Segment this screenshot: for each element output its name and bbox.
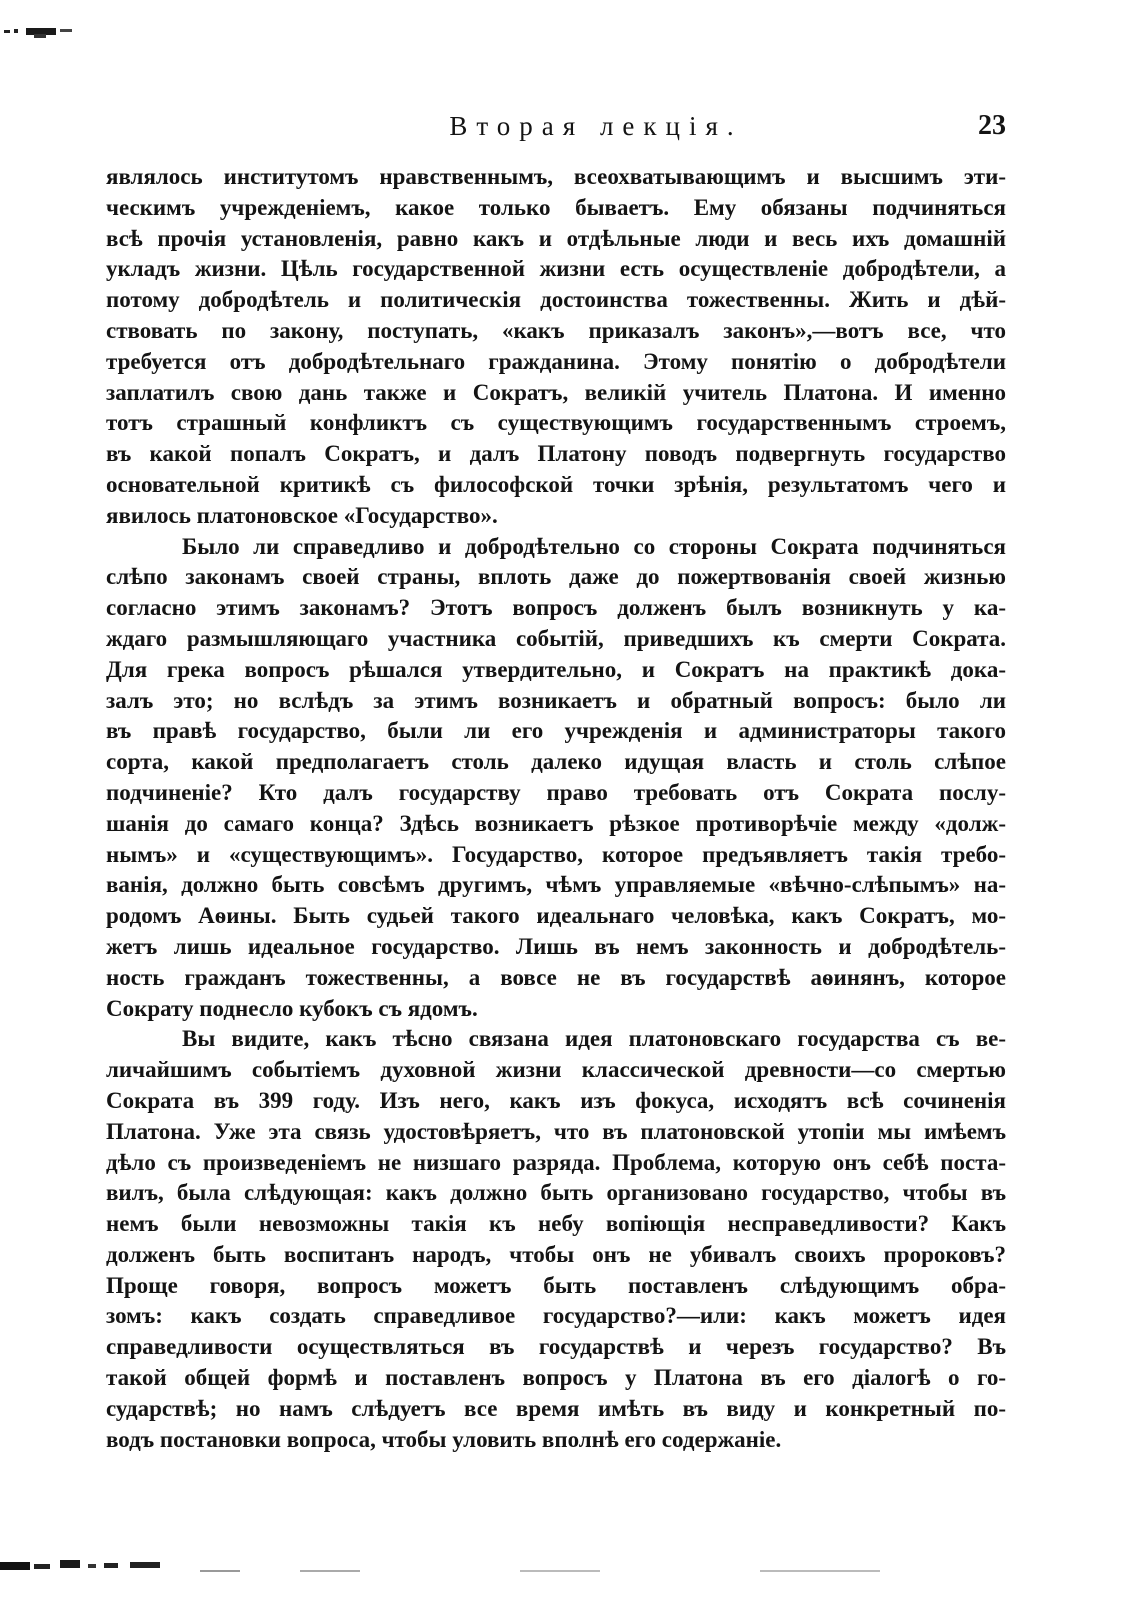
text-line: Сократа въ 399 году. Изъ него, какъ изъ фокуса, исходятъ всѣ сочиненія bbox=[106, 1087, 1006, 1113]
text-line: всѣ прочія установленія, равно какъ и отдѣльные люди и весь ихъ домашній bbox=[106, 225, 1006, 251]
scan-artifact-smudge bbox=[0, 1550, 1000, 1580]
text-line: зомъ: какъ создать справедливое государство?—или: какъ можетъ идея bbox=[106, 1303, 1006, 1329]
text-line: основательной критикѣ съ философской точки зрѣнія, результатомъ чего и bbox=[106, 471, 1006, 497]
text-line: ждаго размышляющаго участника событій, приведшихъ къ смерти Сократа. bbox=[106, 625, 1006, 651]
text-line: Вы видите, какъ тѣсно связана идея платоновскаго государства съ ве- bbox=[182, 1026, 1006, 1052]
text-line: Проще говоря, вопросъ можетъ быть поставленъ слѣдующимъ обра- bbox=[106, 1272, 1006, 1298]
text-line: такой общей формѣ и поставленъ вопросъ у Платона въ его діалогѣ о го- bbox=[106, 1365, 1006, 1391]
running-header bbox=[106, 106, 1006, 146]
text-line: требуется отъ добродѣтельнаго гражданина. Этому понятію о добродѣтели bbox=[106, 348, 1006, 374]
text-line: вилъ, была слѣдующая: какъ должно быть организовано государство, чтобы въ bbox=[106, 1180, 1006, 1206]
text-line: Сократу поднесло кубокъ съ ядомъ. bbox=[106, 995, 478, 1021]
text-line: сорта, какой предполагаетъ столь далеко идущая власть и столь слѣпое bbox=[106, 749, 1006, 775]
text-line: дѣло съ произведеніемъ не низшаго разряда. Проблема, которую онъ себѣ поста- bbox=[106, 1149, 1006, 1175]
text-line: жетъ лишь идеальное государство. Лишь въ немъ законность и добродѣтель- bbox=[106, 933, 1006, 959]
text-line: согласно этимъ законамъ? Этотъ вопросъ долженъ былъ возникнуть у ка- bbox=[106, 595, 1006, 621]
text-line: Для грека вопросъ рѣшался утвердительно, и Сократъ на практикѣ дока- bbox=[106, 656, 1006, 682]
text-line: шанія до самаго конца? Здѣсь возникаетъ рѣзкое противорѣчіе между «долж- bbox=[106, 810, 1006, 836]
text-line: нымъ» и «существующимъ». Государство, которое предъявляетъ такія требо- bbox=[106, 841, 1006, 867]
scan-artifact-mark bbox=[4, 26, 76, 40]
paragraph bbox=[106, 1024, 1006, 1455]
text-line: Было ли справедливо и добродѣтельно со стороны Сократа подчиняться bbox=[182, 533, 1006, 559]
text-line: тотъ страшный конфликтъ съ существующимъ государственнымъ строемъ, bbox=[106, 410, 1006, 436]
text-line: Платона. Уже эта связь удостовѣряетъ, что въ платоновской утопіи мы имѣемъ bbox=[106, 1118, 1006, 1144]
text-line: ствовать по закону, поступать, «какъ приказалъ законъ»,—вотъ все, что bbox=[106, 317, 1006, 343]
text-line: явилось платоновское «Государство». bbox=[106, 502, 498, 528]
running-title: Вторая лекція. bbox=[449, 111, 743, 141]
text-line: залъ это; но вслѣдъ за этимъ возникаетъ и обратный вопросъ: было ли bbox=[106, 687, 1006, 713]
text-line: подчиненіе? Кто далъ государству право требовать отъ Сократа послу- bbox=[106, 779, 1006, 805]
text-line: родомъ Аѳины. Быть судьей такого идеальнаго человѣка, какъ Сократъ, мо- bbox=[106, 903, 1006, 929]
text-line: ность гражданъ тожественны, а вовсе не въ государствѣ аѳинянъ, которое bbox=[106, 964, 1006, 990]
text-line: слѣпо законамъ своей страны, вплоть даже до пожертвованія своей жизнью bbox=[106, 564, 1006, 590]
text-line: долженъ быть воспитанъ народъ, чтобы онъ не убивалъ своихъ пророковъ? bbox=[106, 1241, 1006, 1267]
text-line: личайшимъ событіемъ духовной жизни классической древности—со смертью bbox=[106, 1057, 1006, 1083]
page-number: 23 bbox=[978, 110, 1006, 141]
text-line: потому добродѣтель и политическія достоинства тожественны. Жить и дѣй- bbox=[106, 287, 1006, 313]
text-line: заплатилъ свою дань также и Сократъ, великій учитель Платона. И именно bbox=[106, 379, 1006, 405]
text-line: немъ были невозможны такія къ небу вопіющія несправедливости? Какъ bbox=[106, 1211, 1006, 1237]
paragraph bbox=[106, 162, 1006, 532]
text-line: ванія, должно быть совсѣмъ другимъ, чѣмъ управляемые «вѣчно-слѣпымъ» на- bbox=[106, 872, 1006, 898]
text-line: ческимъ учрежденіемъ, какое только бываетъ. Ему обязаны подчиняться bbox=[106, 194, 1006, 220]
body-text bbox=[106, 162, 1006, 1455]
text-line: справедливости осуществляться въ государствѣ и черезъ государство? Въ bbox=[106, 1334, 1006, 1360]
text-line: водъ постановки вопроса, чтобы уловить вполнѣ его содержаніе. bbox=[106, 1426, 782, 1452]
text-line: укладъ жизни. Цѣль государственной жизни есть осуществленіе добродѣтели, а bbox=[106, 256, 1006, 282]
paragraph bbox=[106, 532, 1006, 1025]
text-line: сударствѣ; но намъ слѣдуетъ все время имѣть въ виду и конкретный по- bbox=[106, 1395, 1006, 1421]
text-line: въ какой попалъ Сократъ, и далъ Платону поводъ подвергнуть государство bbox=[106, 441, 1006, 467]
text-line: являлось институтомъ нравственнымъ, всеохватывающимъ и высшимъ эти- bbox=[106, 164, 1006, 189]
text-line: въ правѣ государство, были ли его учрежденія и администраторы такого bbox=[106, 718, 1006, 744]
